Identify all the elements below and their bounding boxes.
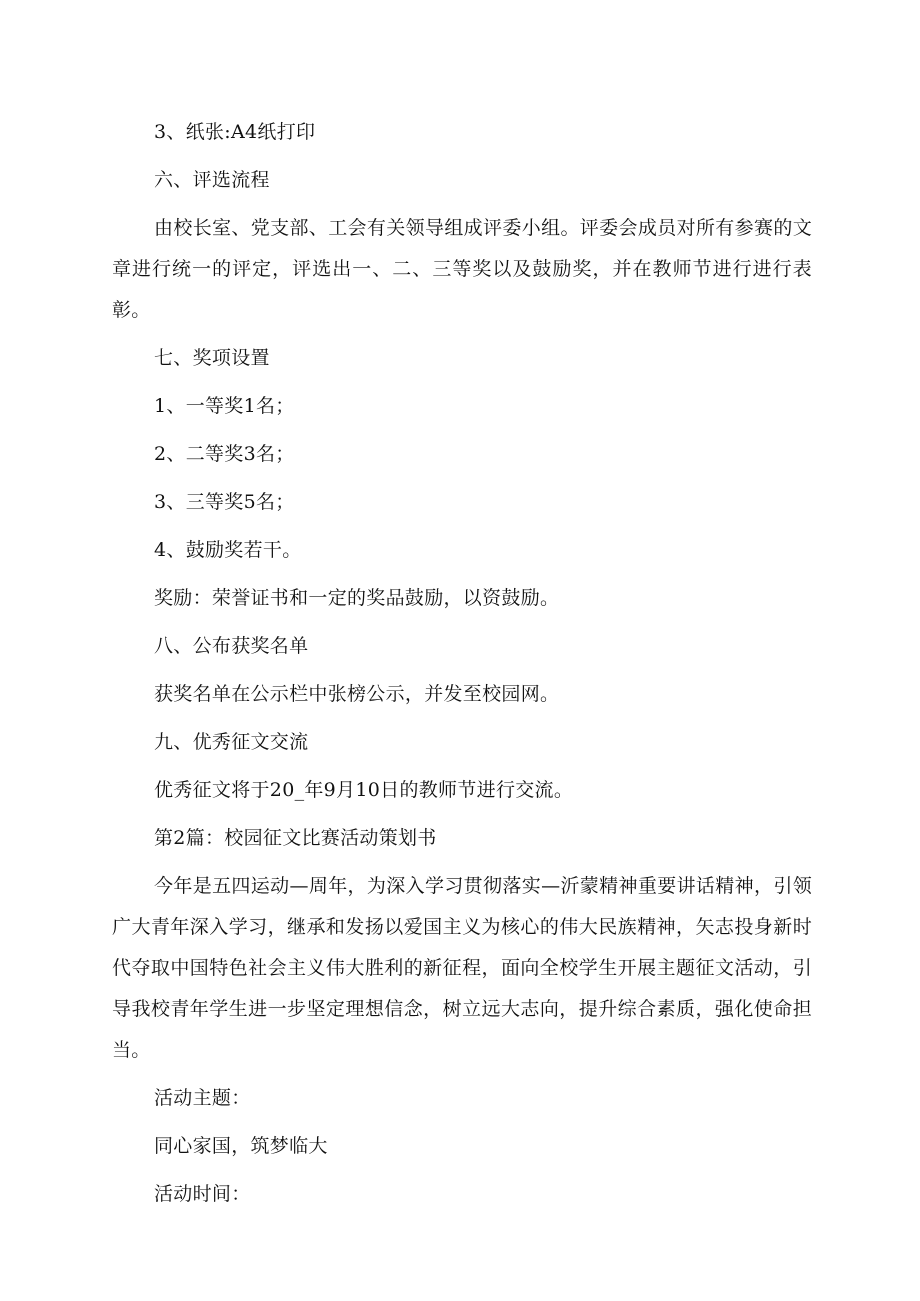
paragraph-paper-spec: 3、纸张:A4纸打印 <box>154 121 316 143</box>
heading-publish-winners: 八、公布获奖名单 <box>154 635 309 657</box>
heading-selection-process: 六、评选流程 <box>154 169 270 191</box>
paragraph-part-two-intro: 今年是五四运动—周年，为深入学习贯彻落实—沂蒙精神重要讲话精神，引领广大青年深入学习，继承和发扬以爱国主义为核心的伟大民族精神，矢志投身新时代夺取中国特色社会主义伟大胜利的新征程，面向全校学生开展主题征文活动，引导我校青年学生进一步坚定理想信念，树立远大志向，提升综合素质，强化使命担当。 <box>112 875 812 1061</box>
heading-activity-time: 活动时间： <box>154 1183 251 1205</box>
list-item-first-prize: 1、一等奖1名； <box>154 395 295 417</box>
list-item-encouragement-prize: 4、鼓励奖若干。 <box>154 539 302 561</box>
paragraph-activity-theme: 同心家国，筑梦临大 <box>154 1135 328 1157</box>
heading-part-two-title: 第2篇：校园征文比赛活动策划书 <box>154 827 437 849</box>
heading-activity-theme: 活动主题： <box>154 1087 251 1109</box>
document-body <box>112 116 812 1226</box>
list-item-second-prize: 2、二等奖3名； <box>154 443 295 465</box>
heading-award-settings: 七、奖项设置 <box>154 347 270 369</box>
paragraph-selection-process: 由校长室、党支部、工会有关领导组成评委小组。评委会成员对所有参赛的文章进行统一的评定，评选出一、二、三等奖以及鼓励奖，并在教师节进行进行表彰。 <box>112 217 812 321</box>
paragraph-rewards: 奖励：荣誉证书和一定的奖品鼓励，以资鼓励。 <box>154 587 560 609</box>
paragraph-essay-exchange: 优秀征文将于20_年9月10日的教师节进行交流。 <box>154 779 574 801</box>
list-item-third-prize: 3、三等奖5名； <box>154 491 295 513</box>
heading-essay-exchange: 九、优秀征文交流 <box>154 731 309 753</box>
paragraph-publish-winners: 获奖名单在公示栏中张榜公示，并发至校园网。 <box>154 683 560 705</box>
